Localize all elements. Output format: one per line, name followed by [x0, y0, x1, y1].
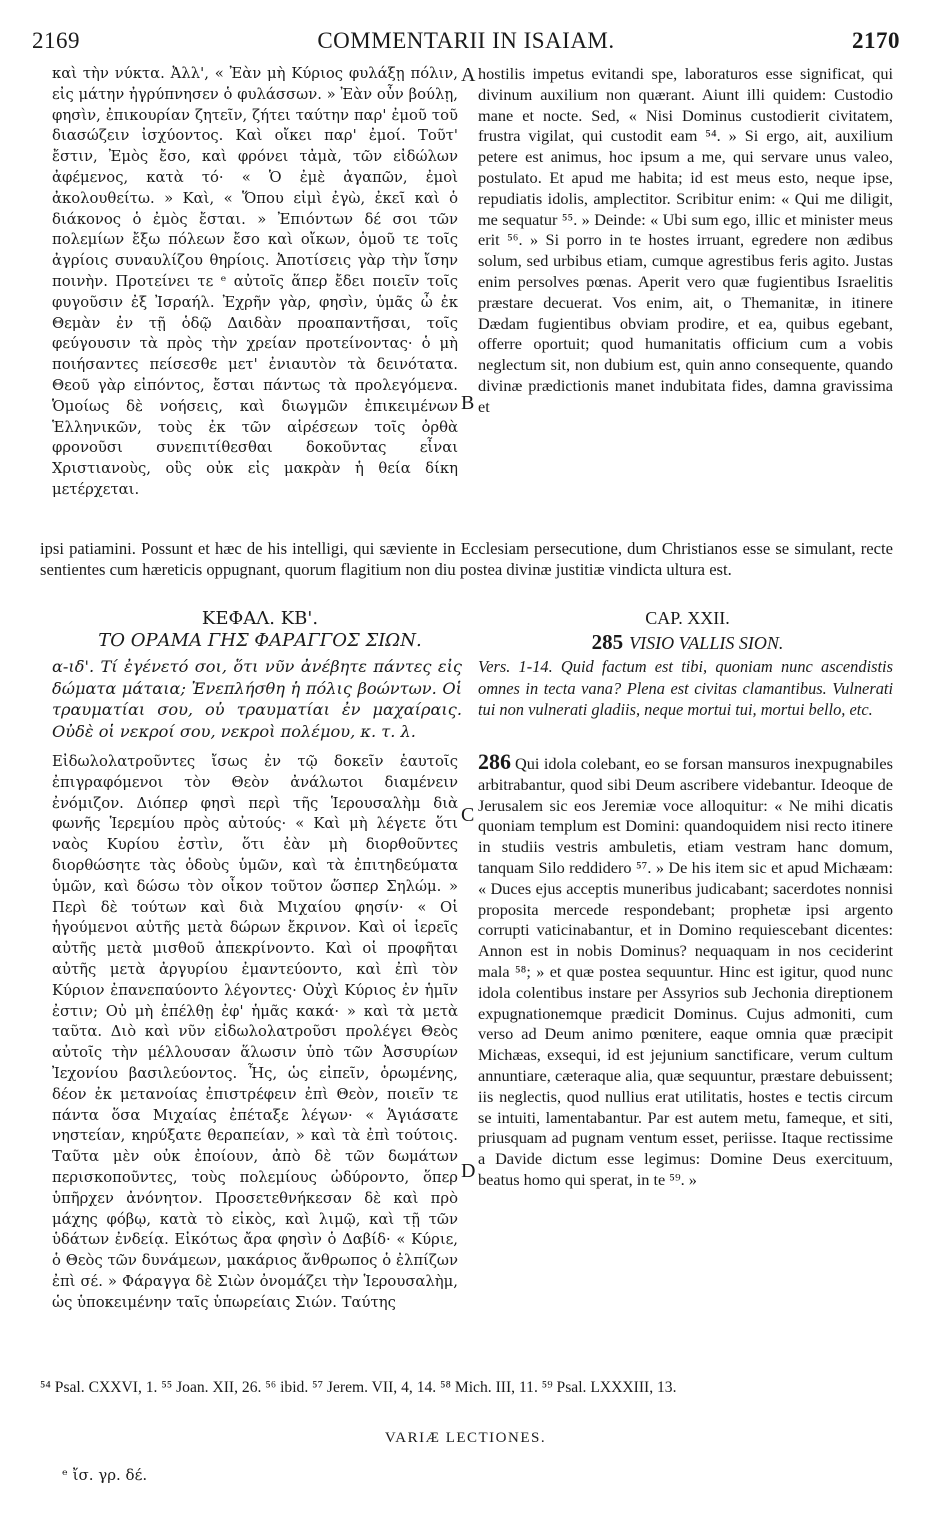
greek-body-paragraph: Εἰδωλολατροῦντες ἴσως ἐν τῷ δοκεῖν ἑαυτοῖς ἐπιγραφόμενοι τὸν Θεὸν ἀνάλωτοι διαμένειν ἐνόμιζον. Διόπερ φησὶ περὶ τῆς Ἱερουσαλὴμ διὰ φωνῆς Ἱερεμίου πρὸς αὐτούς· « Καὶ μὴ λέγετε ὅτι ναὸς Κυρίου ἐστὶν, ὅτι ἐὰν μὴ διορθοῦντες διορθώσητε τὰς ὁδοὺς ὑμῶν, καὶ τὰ ἐπιτηδεύματα ὑμῶν, καὶ δώσω τὸν οἶκον τοῦτον ὥσπερ Σηλώμ. » Περὶ δὲ τούτων καὶ διὰ Μιχαίου φησίν· « Οἱ ἡγούμενοι αὐτῆς μετὰ δώρων ἔκρινον. Καὶ οἱ ἱερεῖς αὐτῆς μετὰ μισθοῦ ἀπεκρίνοντο. Καὶ οἱ προφῆται αὐτῆς μετὰ ἀργυρίου ἐμαντεύοντο, καὶ ἐπὶ τὸν Κύριον ἐπανεπαύοντο λέγοντες· Οὐχὶ Κύριος ἐν ἡμῖν ἐστιν; Οὐ μὴ ἐπέλθῃ ἐφ' ἡμᾶς κακά· » καὶ τὰ μετὰ ταῦτα. Διὸ καὶ νῦν εἰδωλολατροῦσι προλέγει Θεὸς αὐτοῖς τὴν μέλλουσαν ἅλωσιν ὑπὸ τῶν Ἀσσυρίων Ἰεχονίου βασιλεύοντος. Ἧς, ὡς εἰπεῖν, ὁρωμένης, δέον ἐκ μετανοίας ἐπιστρέφειν ἐπὶ Θεὸν, ποιεῖν τε πάντα ὅσα Μιχαίας ἐπέταξε λέγων· « Ἁγιάσατε νηστείαν, κηρύξατε θεραπείαν, » καὶ τὰ ἐπὶ τούτοις. Ταῦτα μὲν οὐκ ἐποίουν, ἀπὸ δὲ τῶν δωμάτων περισκοποῦντες, τοὺς πολεμίους ὠδύροντο, ὅπερ ὑπῆρχεν ἀνόνητον. Προσετεθνήκεσαν δὲ καὶ πρὸ μάχης φόβῳ, κατὰ τὸ εἰκὸς, καὶ λιμῷ, καὶ τῇ τῶν ὑδάτων ἐνδείᾳ. Εἰκότως ἄρα φησὶν ὁ Δαβίδ· « Κύριε, ὁ Θεὸς τῶν δυνάμεων, μακάριος ἄνθρωπος ὁ ἐλπίζων ἐπὶ σέ. » Φάραγγα δὲ Σιὼν ὀνομάζει τὴν Ἱερουσαλὴμ, ὡς ὑποκειμένην ταῖς ὑπωρείαις Σιών. Ταύτης — [52, 753, 458, 1311]
footnote-line: ⁵⁴ Psal. CXXVI, 1. ⁵⁵ Joan. XII, 26. ⁵⁶ ibid. ⁵⁷ Jerem. VII, 4, 14. ⁵⁸ Mich. III, 11. ⁵⁹ Psal. LXXXIII, 13. — [40, 1379, 677, 1396]
greek-column-top — [52, 64, 458, 532]
running-header — [32, 28, 900, 58]
margin-letter-c: C — [461, 804, 475, 826]
latin-paragraph: hostilis impetus evitandi spe, laboraturos esse significat, qui divinum auxilium non quærant. Aiunt illi quidem: Custodio mane et nocte. Sed, « Nisi Dominus custodierit civitatem, frustra vigilat, qui custodit eam ⁵⁴. » Si ergo, ait, auxilium petere est animus, hoc ipsum a me, qui servare unus valeo, postulato. Et apud me habita; id est meus esto, neque ipse, repudiatis idolis, amplectitor. Scribitur enim: « Qui me diligit, me sequatur ⁵⁵. » Deinde: « Ubi sum ego, illic et minister meus erit ⁵⁶. » Si porro in te hostes irruant, egredere non ædibus solum, sed urbibus etiam, cumque agrestibus feris agito. Justas enim persolves pœnas. Aperit vero quæ fugientibus Israelitis præstare decuerat. Vos enim, ait, o Themanitæ, in itinere Dædam fugientibus obviam prodire, et ea, quibus egebant, offerre oportuit; quod humanitatis officium cum a vobis neglectum sit, non dubium est, quin anno consequente, quando divinæ prædictionis manet indubitata fides, damna gravissima et — [478, 64, 893, 416]
greek-verse-text: α-ιδ'. Τί ἐγένετό σοι, ὅτι νῦν ἀνέβητε πάντες εἰς δώματα μάταια; Ἐνεπλήσθη ἡ πόλις βοώντων. Οἱ τραυματίαι σου, οὐ τραυματίαι ἐν μαχαίραις. Οὐδὲ οἱ νεκροί σου, νεκροὶ πολέμου, κ. τ. λ. — [52, 657, 462, 741]
greek-chapter-heading: ΚΕΦΑΛ. ΚΒ'. — [201, 608, 319, 629]
latin-span-text: ipsi patiamini. Possunt et hæc de his intelligi, qui sæviente in Ecclesiam persecutione, dum Christianos esse se simulant, recte sentientes cum hæreticis oppugnant, quorum flagitium non diu postea divinæ justitiæ vindicta ultura est. — [40, 539, 893, 579]
running-title: COMMENTARII IN ISAIAM. — [317, 28, 615, 53]
latin-verse-lemma — [478, 656, 893, 748]
greek-paragraph: καὶ τὴν νύκτα. Ἀλλ', « Ἐὰν μὴ Κύριος φυλάξῃ πόλιν, εἰς μάτην ἠγρύπνησεν ὁ φυλάσσων. » Ἐὰν οὖν βούλῃ, φησὶν, ἐπικουρίαν ζητεῖν, ζήτει ταύτην παρ' ἐμοῦ τοῦ διασώζειν ἰσχύοντος. Καὶ οἴκει παρ' ἐμοί. Τοῦτ' ἔστιν, Ἐμὸς ἔσο, καὶ φρόνει τἀμὰ, τῶν εἰδώλων ἀφέμενος, κατὰ τό· « Ὁ ἐμὲ ἀγαπῶν, ἐμοὶ ἀκολουθείτω. » Καὶ, « Ὅπου εἰμὶ ἐγὼ, ἐκεῖ καὶ ὁ διάκονος ὁ ἐμὸς ἔσται. » Ἐπιόντων δέ σοι τῶν πολεμίων ἔξω πόλεων ἔσο καὶ οἴκων, ὁμοῦ τε τοῖς ἀγρίοις συναυλίζου θηρίοις. Ἀποτίσεις γὰρ τὴν ἴσην ποινὴν. Προτείνει τε ᵉ αὐτοῖς ἅπερ ἔδει ποιεῖν τοῖς φυγοῦσιν ἐξ Ἰσραήλ. Ἐχρῆν γὰρ, φησὶν, ὑμᾶς ὦ ἐκ Θεμὰν ἐν τῇ ὁδῷ Δαιδὰν προαπαντῆσαι, τοῖς φεύγουσιν τὰ πρὸς τὴν χρείαν προτείνοντας· ὁ μὴ ποιήσαντες πείσεσθε μετ' ἐνιαυτὸν τὰ δεινότατα. Θεοῦ γὰρ εἰπόντος, ἔσται πάντως τὰ προλεγόμενα. Ὁμοίως δὲ νοήσεις, καὶ διωγμῶν ἐπικειμένων Ἑλληνικῶν, τοὺς ἐκ τῶν αἱρέσεων τοῖς ὀρθὰ φρονοῦσι συνεπιτίθεσθαι δοκοῦντας εἶναι Χριστιανοὺς, οὓς οὐκ εἰς μακρὰν ἡ θεία δίκη μετέρχεται. — [52, 65, 458, 498]
greek-column-body — [52, 752, 458, 1370]
variae-lectiones-note: ᵉ ἴσ. γρ. δέ. — [62, 1466, 148, 1484]
latin-body-paragraph — [478, 752, 893, 1191]
latin-spanning-paragraph — [40, 538, 893, 606]
latin-chapter-title-line — [475, 630, 900, 655]
latin-column-top — [478, 64, 893, 584]
latin-verse-text: Vers. 1-14. Quid factum est tibi, quoniam nunc ascendistis omnes in tecta vana? Plena est civitas clamantibus. Vulnerati tui non vulnerati gladiis, neque mortui tui, mortui bello, etc. — [478, 657, 893, 719]
greek-chapter-title: ΤΟ ΟΡΑΜΑ ΓΗΣ ΦΑΡΑΓΓΟΣ ΣΙΩΝ. — [98, 630, 422, 651]
margin-letter-b: B — [461, 392, 475, 414]
section-number-286: 286 — [478, 752, 511, 774]
greek-verse-lemma — [52, 656, 462, 748]
latin-chapter-heading: CAP. XXII. — [645, 608, 730, 628]
latin-body-text: Qui idola colebant, eo se forsan mansuros inexpugnabiles arbitrabantur, quod sibi Deum ascribere videbantur. Ideoque de Jerusalem sic eos Jeremiæ voce alloquitur: « Ne mihi dicatis quoniam templum est Domini: quandoquidem nisi recto itinere in studiis vestris ambuletis, etiam vestram hanc domum, tanquam Silo reddidero ⁵⁷. » De his item sic et apud Michæam: « Duces ejus acceptis muneribus judicabant; sacerdotes nonnisi proposita mercede respondebant; prophetæ ipsi argento corrupti vaticinabantur, et in Domino requiescebant dicentes: Annon est in nobis Dominus? nequaquam in nos ceciderint mala ⁵⁸; » et quæ postea sequuntur. Hinc est igitur, quod nunc idola colentibus instare per Assyrios sub Jechonia direptionem expugnationemque prædicit Dominus. Cujus admoniti, cum verso ad Deum animo pœnitere, eaque omnia quæ præcipit Michæas, exsequi, id est jejunium sanctificare, verum cultum annuntiare, cæteraque alia, quæ sequuntur, præstare debuissent; iis neglectis, quod nullius erat utilitatis, hostes e tectis circum se intuiti, lamentabantur. Par est autem metu, fameque, et siti, priusquam ad pugnam ventum esset, periisse. Itaque rectissime a Davide dictum esse legimus: Domine Deus exercituum, beatus homo qui sperat, in te ⁵⁹. » — [478, 754, 893, 1189]
variae-lectiones-heading: VARIÆ LECTIONES. — [384, 1430, 547, 1446]
latin-chapter-title: VISIO VALLIS SION. — [629, 633, 784, 653]
margin-letter-d: D — [461, 1160, 476, 1182]
footnotes — [40, 1378, 900, 1422]
page-number-right: 2170 — [852, 28, 900, 53]
latin-column-body — [478, 752, 893, 1370]
margin-letter-a: A — [461, 64, 476, 86]
page-number-left: 2169 — [32, 28, 80, 53]
section-number-285: 285 — [591, 630, 624, 654]
